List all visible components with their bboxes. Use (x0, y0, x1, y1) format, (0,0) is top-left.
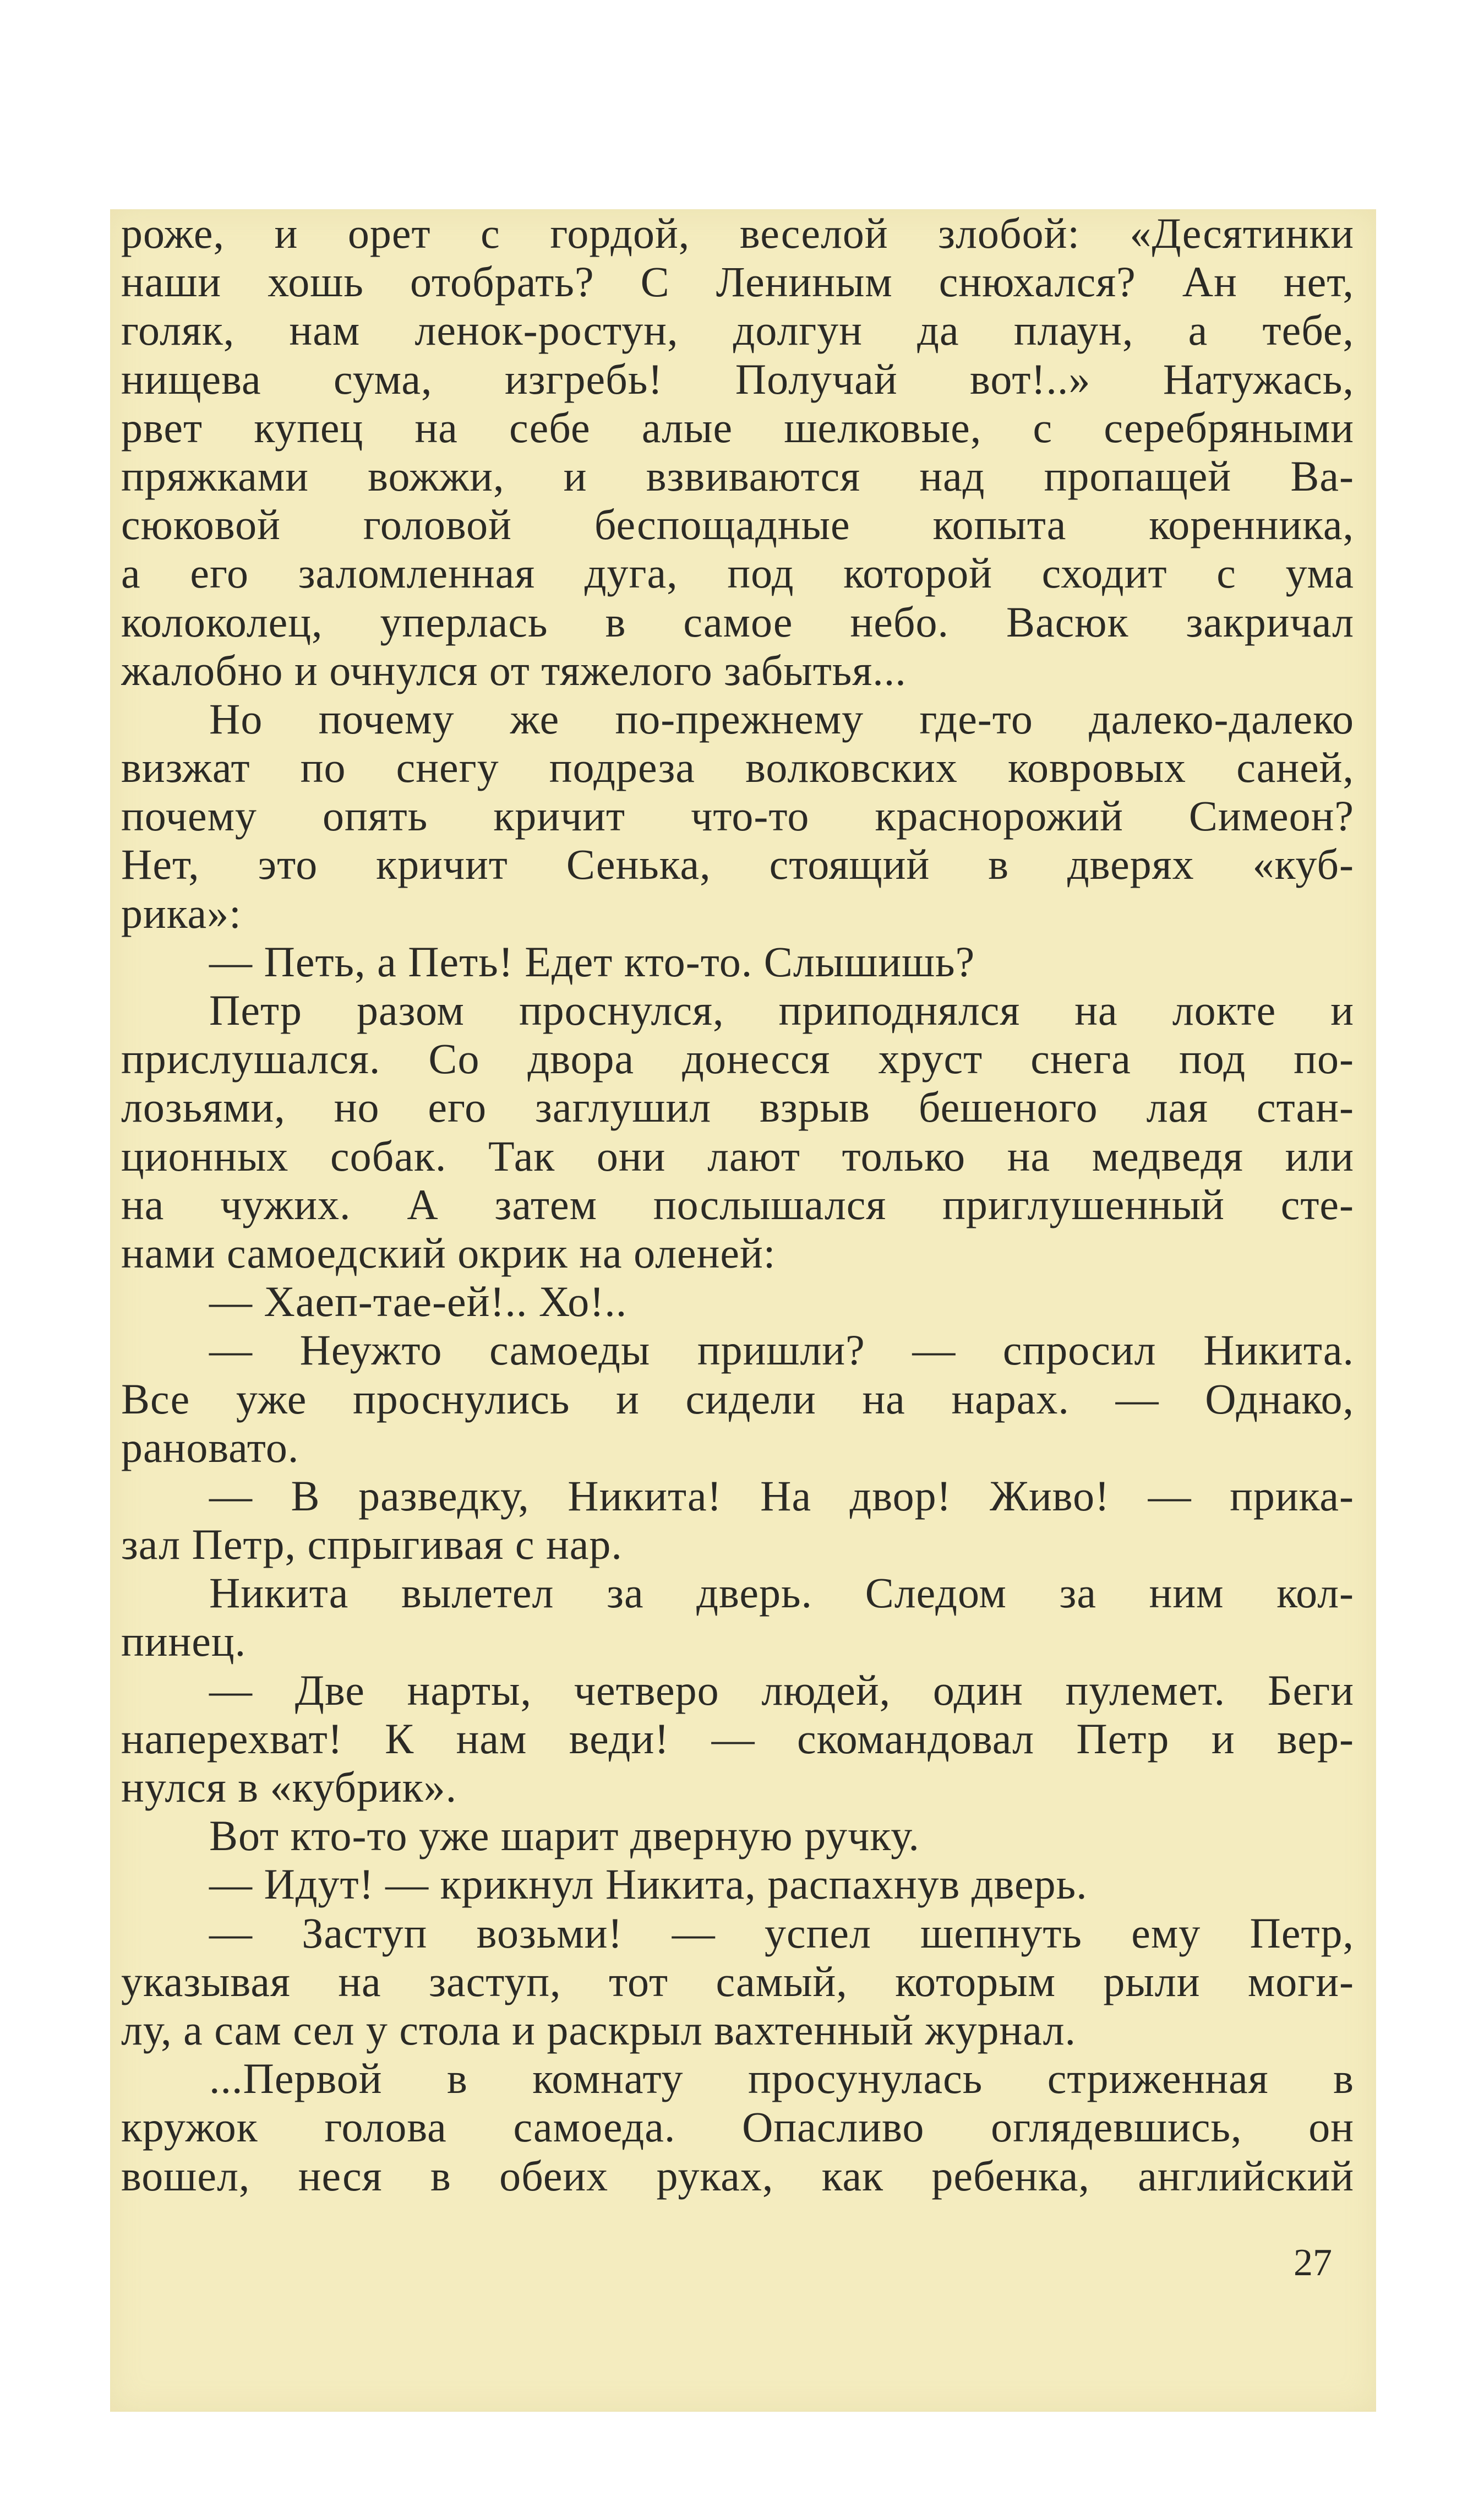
text-line: сюковой головой беспощадные копыта коренника, (121, 501, 1354, 549)
text-line: вошел, неся в обеих руках, как ребенка, английский (121, 2151, 1354, 2200)
text-line: Нет, это кричит Сенька, стоящий в дверях «куб- (121, 840, 1354, 889)
text-line: лу, а сам сел у стола и раскрыл вахтенный журнал. (121, 2005, 1076, 2054)
text-line: зал Петр, спрыгивая с нар. (121, 1520, 623, 1569)
text-line: прислушался. Со двора донесся хруст снега под по- (121, 1035, 1354, 1083)
text-line: Никита вылетел за дверь. Следом за ним кол- (209, 1569, 1354, 1617)
text-line: — В разведку, Никита! На двор! Живо! — прика- (209, 1471, 1354, 1520)
page-number: 27 (1294, 2242, 1332, 2284)
text-line: рика»: (121, 889, 242, 937)
text-line: нами самоедский окрик на оленей: (121, 1228, 776, 1277)
text-line: Но почему же по-прежнему где-то далеко-далеко (209, 694, 1354, 743)
text-line: наши хошь отобрать? С Лениным снюхался? Ан нет, (121, 258, 1354, 306)
text-line: рановато. (121, 1423, 299, 1471)
text-line: Петр разом проснулся, приподнялся на локте и (209, 986, 1354, 1034)
text-line: — Хаеп-тае-ей!.. Хо!.. (209, 1277, 628, 1326)
text-line: — Петь, а Петь! Едет кто-то. Слышишь? (209, 937, 975, 986)
text-line: ...Первой в комнату просунулась стриженная в (209, 2054, 1354, 2103)
text-line: Все уже проснулись и сидели на нарах. — Однако, (121, 1374, 1354, 1423)
text-line: визжат по снегу подреза волковских ковровых саней, (121, 743, 1354, 792)
text-line: почему опять кричит что-то краснорожий Симеон? (121, 792, 1354, 840)
text-line: ционных собак. Так они лают только на медведя или (121, 1132, 1354, 1180)
text-line: колоколец, уперлась в самое небо. Васюк закричал (121, 597, 1354, 646)
text-line: — Заступ возьми! — успел шепнуть ему Петр, (209, 1908, 1354, 1957)
book-page (110, 209, 1376, 2412)
text-line: на чужих. А затем послышался приглушенный сте- (121, 1180, 1354, 1228)
text-line: Вот кто-то уже шарит дверную ручку. (209, 1812, 920, 1860)
text-line: указывая на заступ, тот самый, которым рыли моги- (121, 1957, 1354, 2005)
text-line: нищева сума, изгребь! Получай вот!..» Натужась, (121, 355, 1354, 403)
text-line: жалобно и очнулся от тяжелого забытья... (121, 646, 907, 694)
text-line: рвет купец на себе алые шелковые, с серебряными (121, 403, 1354, 452)
text-line: роже, и орет с гордой, веселой злобой: «Десятинки (121, 209, 1354, 257)
text-line: пряжками вожжи, и взвиваются над пропащей Ва- (121, 452, 1354, 500)
text-line: — Две нарты, четверо людей, один пулемет. Беги (209, 1666, 1354, 1714)
text-line: а его заломленная дуга, под которой сходит с ума (121, 549, 1354, 597)
text-line: пинец. (121, 1617, 247, 1666)
text-line: наперехват! К нам веди! — скомандовал Петр и вер- (121, 1714, 1354, 1763)
body-text (121, 209, 1354, 2200)
text-line: голяк, нам ленок-ростун, долгун да плаун, а тебе, (121, 306, 1354, 355)
text-line: кружок голова самоеда. Опасливо оглядевшись, он (121, 2103, 1354, 2151)
text-line: — Неужто самоеды пришли? — спросил Никита. (209, 1326, 1354, 1374)
text-line: лозьями, но его заглушил взрыв бешеного лая стан- (121, 1083, 1354, 1132)
text-line: — Идут! — крикнул Никита, распахнув дверь. (209, 1860, 1088, 1908)
text-line: нулся в «кубрик». (121, 1763, 457, 1811)
